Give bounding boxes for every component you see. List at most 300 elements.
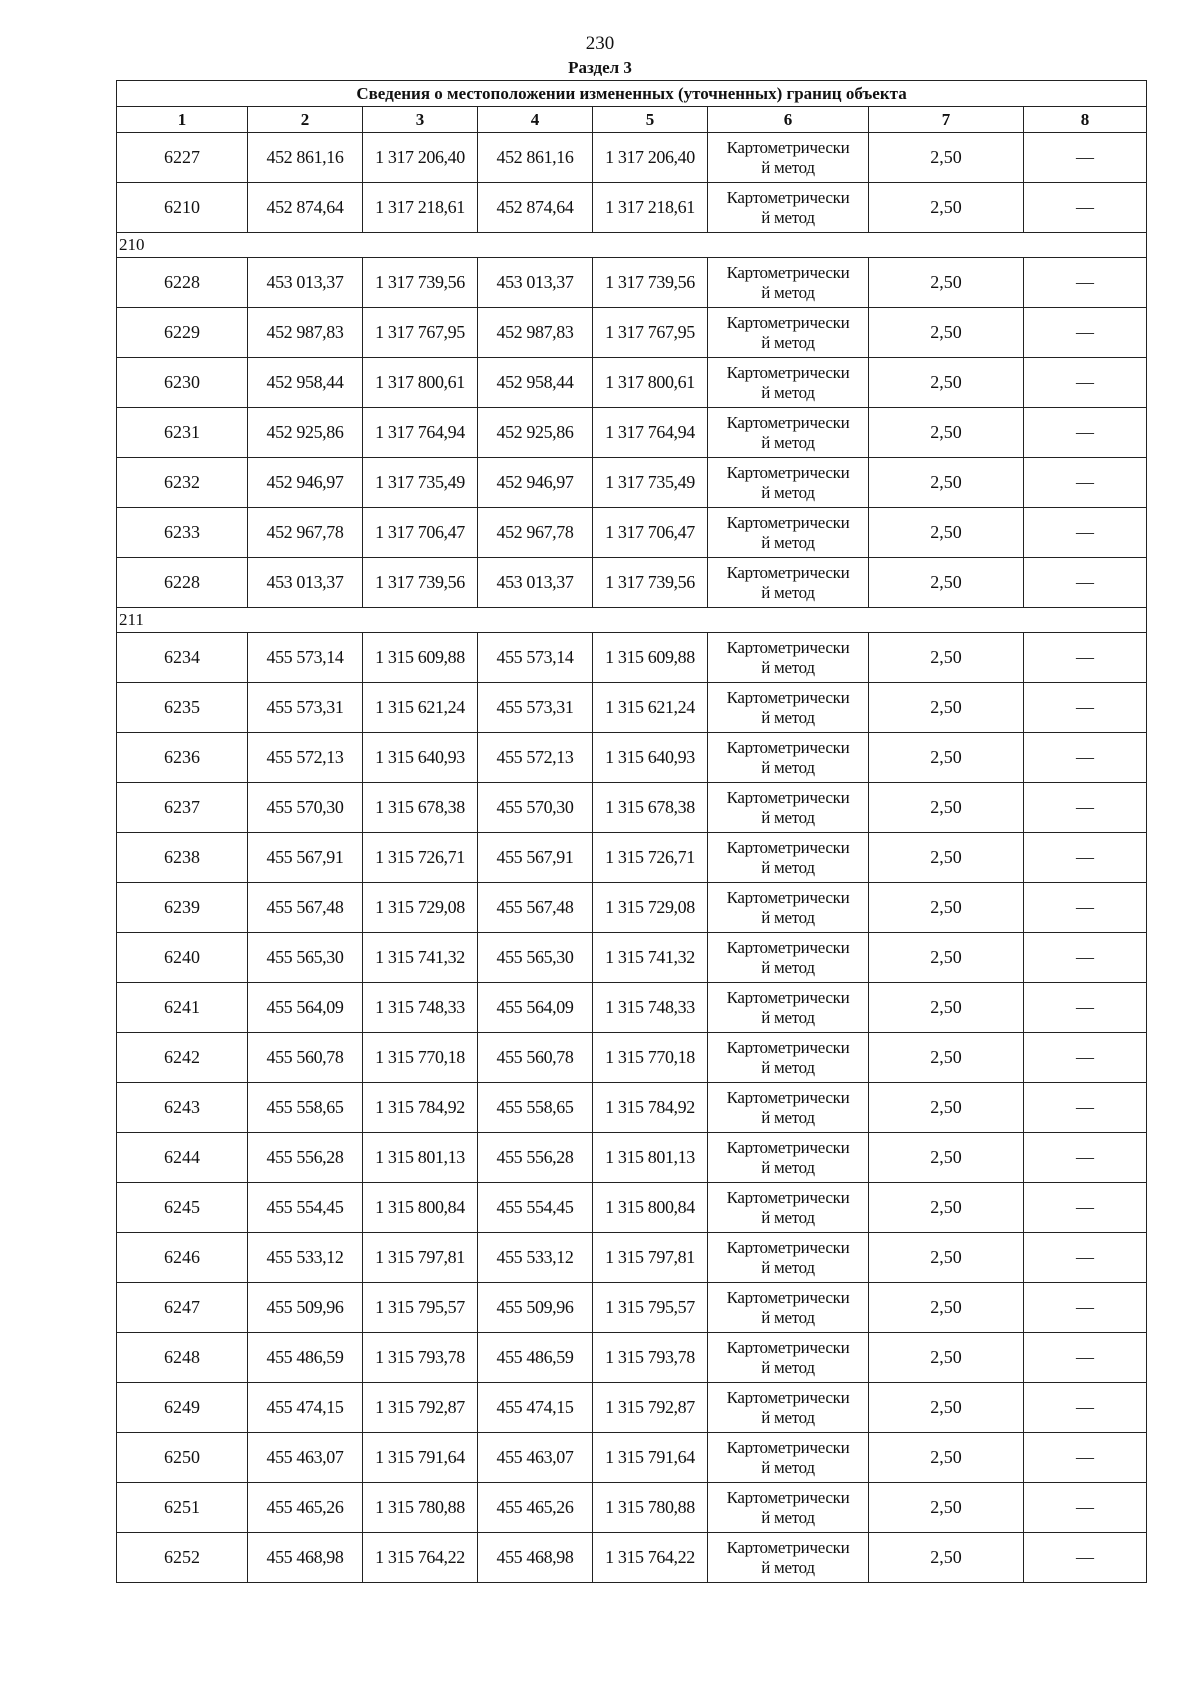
- description-cell: —: [1024, 933, 1147, 983]
- accuracy-cell: 2,50: [869, 1233, 1024, 1283]
- method-line-2: й метод: [761, 1457, 815, 1477]
- method-cell: [708, 1333, 869, 1383]
- x-existing-cell: 455 558,65: [248, 1083, 363, 1133]
- table-row: [117, 1433, 1147, 1483]
- y-new-cell: 1 317 767,95: [593, 308, 708, 358]
- method-line-1: Картометрически: [726, 1087, 850, 1107]
- accuracy-cell: 2,50: [869, 1533, 1024, 1583]
- x-new-cell: 455 558,65: [478, 1083, 593, 1133]
- method-line-2: й метод: [761, 1207, 815, 1227]
- table-body: [117, 133, 1147, 1583]
- point-number-cell: 6245: [117, 1183, 248, 1233]
- method-cell: [708, 258, 869, 308]
- y-new-cell: 1 315 801,13: [593, 1133, 708, 1183]
- y-new-cell: 1 317 739,56: [593, 558, 708, 608]
- x-existing-cell: 455 533,12: [248, 1233, 363, 1283]
- y-existing-cell: 1 317 800,61: [363, 358, 478, 408]
- method-line-1: Картометрически: [726, 987, 850, 1007]
- accuracy-cell: 2,50: [869, 408, 1024, 458]
- accuracy-cell: 2,50: [869, 1483, 1024, 1533]
- accuracy-cell: 2,50: [869, 783, 1024, 833]
- y-existing-cell: 1 317 206,40: [363, 133, 478, 183]
- description-cell: —: [1024, 508, 1147, 558]
- method-cell: [708, 1083, 869, 1133]
- method-line-2: й метод: [761, 807, 815, 827]
- x-existing-cell: 452 874,64: [248, 183, 363, 233]
- accuracy-cell: 2,50: [869, 258, 1024, 308]
- y-new-cell: 1 315 800,84: [593, 1183, 708, 1233]
- x-new-cell: 452 861,16: [478, 133, 593, 183]
- y-existing-cell: 1 317 764,94: [363, 408, 478, 458]
- method-line-2: й метод: [761, 707, 815, 727]
- method-line-1: Картометрически: [726, 1437, 850, 1457]
- method-line-2: й метод: [761, 1257, 815, 1277]
- column-number: 1: [117, 107, 248, 133]
- x-existing-cell: 455 565,30: [248, 933, 363, 983]
- accuracy-cell: 2,50: [869, 733, 1024, 783]
- method-line-2: й метод: [761, 532, 815, 552]
- method-line-1: Картометрически: [726, 1237, 850, 1257]
- table-row: [117, 683, 1147, 733]
- method-cell: [708, 308, 869, 358]
- y-new-cell: 1 315 609,88: [593, 633, 708, 683]
- method-line-1: Картометрически: [726, 1487, 850, 1507]
- y-new-cell: 1 315 621,24: [593, 683, 708, 733]
- group-label: 210: [117, 233, 1147, 258]
- x-existing-cell: 455 465,26: [248, 1483, 363, 1533]
- method-line-1: Картометрически: [726, 787, 850, 807]
- description-cell: —: [1024, 1283, 1147, 1333]
- method-line-1: Картометрически: [726, 1037, 850, 1057]
- method-line-2: й метод: [761, 1057, 815, 1077]
- table-row: [117, 883, 1147, 933]
- point-number-cell: 6248: [117, 1333, 248, 1383]
- y-new-cell: 1 315 780,88: [593, 1483, 708, 1533]
- description-cell: —: [1024, 1183, 1147, 1233]
- table-row: [117, 458, 1147, 508]
- method-line-1: Картометрически: [726, 887, 850, 907]
- point-number-cell: 6243: [117, 1083, 248, 1133]
- x-new-cell: 455 486,59: [478, 1333, 593, 1383]
- point-number-cell: 6233: [117, 508, 248, 558]
- y-new-cell: 1 315 729,08: [593, 883, 708, 933]
- method-line-1: Картометрически: [726, 562, 850, 582]
- y-new-cell: 1 317 735,49: [593, 458, 708, 508]
- description-cell: —: [1024, 1233, 1147, 1283]
- method-cell: [708, 133, 869, 183]
- method-line-2: й метод: [761, 1157, 815, 1177]
- accuracy-cell: 2,50: [869, 833, 1024, 883]
- method-line-2: й метод: [761, 757, 815, 777]
- point-number-cell: 6251: [117, 1483, 248, 1533]
- y-existing-cell: 1 317 767,95: [363, 308, 478, 358]
- x-existing-cell: 455 556,28: [248, 1133, 363, 1183]
- method-line-2: й метод: [761, 1007, 815, 1027]
- y-new-cell: 1 315 793,78: [593, 1333, 708, 1383]
- point-number-cell: 6246: [117, 1233, 248, 1283]
- method-line-2: й метод: [761, 332, 815, 352]
- x-existing-cell: 452 958,44: [248, 358, 363, 408]
- method-line-1: Картометрически: [726, 362, 850, 382]
- method-line-2: й метод: [761, 382, 815, 402]
- method-line-2: й метод: [761, 1357, 815, 1377]
- method-cell: [708, 933, 869, 983]
- x-new-cell: 455 560,78: [478, 1033, 593, 1083]
- method-cell: [708, 883, 869, 933]
- table-caption-row: [117, 81, 1147, 107]
- method-line-2: й метод: [761, 1557, 815, 1577]
- description-cell: —: [1024, 1133, 1147, 1183]
- y-existing-cell: 1 315 791,64: [363, 1433, 478, 1483]
- method-line-2: й метод: [761, 1407, 815, 1427]
- y-existing-cell: 1 315 770,18: [363, 1033, 478, 1083]
- point-number-cell: 6240: [117, 933, 248, 983]
- x-new-cell: 455 533,12: [478, 1233, 593, 1283]
- y-existing-cell: 1 317 218,61: [363, 183, 478, 233]
- table-row: [117, 1333, 1147, 1383]
- x-existing-cell: 452 987,83: [248, 308, 363, 358]
- y-existing-cell: 1 315 801,13: [363, 1133, 478, 1183]
- description-cell: —: [1024, 683, 1147, 733]
- method-line-1: Картометрически: [726, 462, 850, 482]
- method-cell: [708, 1033, 869, 1083]
- y-existing-cell: 1 315 793,78: [363, 1333, 478, 1383]
- point-number-cell: 6229: [117, 308, 248, 358]
- x-new-cell: 452 925,86: [478, 408, 593, 458]
- description-cell: —: [1024, 1533, 1147, 1583]
- y-existing-cell: 1 315 748,33: [363, 983, 478, 1033]
- x-existing-cell: 455 560,78: [248, 1033, 363, 1083]
- y-new-cell: 1 315 784,92: [593, 1083, 708, 1133]
- method-line-2: й метод: [761, 907, 815, 927]
- column-number: 2: [248, 107, 363, 133]
- description-cell: —: [1024, 558, 1147, 608]
- x-existing-cell: 452 925,86: [248, 408, 363, 458]
- x-existing-cell: 455 572,13: [248, 733, 363, 783]
- x-new-cell: 452 967,78: [478, 508, 593, 558]
- accuracy-cell: 2,50: [869, 1033, 1024, 1083]
- y-new-cell: 1 315 741,32: [593, 933, 708, 983]
- table-row: [117, 1283, 1147, 1333]
- group-label-row: [117, 233, 1147, 258]
- method-cell: [708, 1433, 869, 1483]
- point-number-cell: 6231: [117, 408, 248, 458]
- accuracy-cell: 2,50: [869, 358, 1024, 408]
- accuracy-cell: 2,50: [869, 1383, 1024, 1433]
- description-cell: —: [1024, 883, 1147, 933]
- y-new-cell: 1 317 764,94: [593, 408, 708, 458]
- accuracy-cell: 2,50: [869, 1183, 1024, 1233]
- method-line-1: Картометрически: [726, 1137, 850, 1157]
- table-row: [117, 308, 1147, 358]
- method-line-2: й метод: [761, 282, 815, 302]
- table-row: [117, 783, 1147, 833]
- y-existing-cell: 1 315 741,32: [363, 933, 478, 983]
- group-label: 211: [117, 608, 1147, 633]
- y-new-cell: 1 315 726,71: [593, 833, 708, 883]
- table-row: [117, 408, 1147, 458]
- method-line-1: Картометрически: [726, 1187, 850, 1207]
- x-existing-cell: 455 573,14: [248, 633, 363, 683]
- method-line-2: й метод: [761, 857, 815, 877]
- y-new-cell: 1 315 640,93: [593, 733, 708, 783]
- method-cell: [708, 1483, 869, 1533]
- description-cell: —: [1024, 1083, 1147, 1133]
- description-cell: —: [1024, 733, 1147, 783]
- coordinates-table: [116, 80, 1147, 1583]
- accuracy-cell: 2,50: [869, 1433, 1024, 1483]
- point-number-cell: 6232: [117, 458, 248, 508]
- method-cell: [708, 358, 869, 408]
- x-new-cell: 455 556,28: [478, 1133, 593, 1183]
- description-cell: —: [1024, 358, 1147, 408]
- method-line-1: Картометрически: [726, 937, 850, 957]
- method-cell: [708, 783, 869, 833]
- point-number-cell: 6239: [117, 883, 248, 933]
- table-row: [117, 1033, 1147, 1083]
- accuracy-cell: 2,50: [869, 458, 1024, 508]
- method-line-2: й метод: [761, 657, 815, 677]
- x-new-cell: 455 463,07: [478, 1433, 593, 1483]
- table-row: [117, 1183, 1147, 1233]
- table-row: [117, 933, 1147, 983]
- x-new-cell: 455 572,13: [478, 733, 593, 783]
- method-line-1: Картометрически: [726, 187, 850, 207]
- point-number-cell: 6244: [117, 1133, 248, 1183]
- accuracy-cell: 2,50: [869, 133, 1024, 183]
- y-existing-cell: 1 315 640,93: [363, 733, 478, 783]
- x-existing-cell: 455 474,15: [248, 1383, 363, 1433]
- y-existing-cell: 1 315 784,92: [363, 1083, 478, 1133]
- y-existing-cell: 1 317 739,56: [363, 558, 478, 608]
- accuracy-cell: 2,50: [869, 183, 1024, 233]
- method-cell: [708, 983, 869, 1033]
- method-cell: [708, 1133, 869, 1183]
- y-existing-cell: 1 317 706,47: [363, 508, 478, 558]
- y-new-cell: 1 315 797,81: [593, 1233, 708, 1283]
- y-new-cell: 1 317 206,40: [593, 133, 708, 183]
- table-row: [117, 1133, 1147, 1183]
- method-cell: [708, 1233, 869, 1283]
- x-new-cell: 455 474,15: [478, 1383, 593, 1433]
- y-new-cell: 1 317 218,61: [593, 183, 708, 233]
- description-cell: —: [1024, 983, 1147, 1033]
- accuracy-cell: 2,50: [869, 1133, 1024, 1183]
- column-number-row: [117, 107, 1147, 133]
- method-cell: [708, 1183, 869, 1233]
- method-line-1: Картометрически: [726, 837, 850, 857]
- method-line-1: Картометрически: [726, 1337, 850, 1357]
- table-row: [117, 1083, 1147, 1133]
- method-line-1: Картометрически: [726, 137, 850, 157]
- table-row: [117, 1233, 1147, 1283]
- method-cell: [708, 508, 869, 558]
- table-row: [117, 358, 1147, 408]
- y-existing-cell: 1 315 780,88: [363, 1483, 478, 1533]
- y-existing-cell: 1 315 729,08: [363, 883, 478, 933]
- accuracy-cell: 2,50: [869, 308, 1024, 358]
- method-cell: [708, 1533, 869, 1583]
- method-line-2: й метод: [761, 957, 815, 977]
- method-cell: [708, 1383, 869, 1433]
- y-new-cell: 1 315 764,22: [593, 1533, 708, 1583]
- y-existing-cell: 1 317 735,49: [363, 458, 478, 508]
- method-cell: [708, 633, 869, 683]
- x-existing-cell: 453 013,37: [248, 258, 363, 308]
- y-new-cell: 1 315 791,64: [593, 1433, 708, 1483]
- accuracy-cell: 2,50: [869, 508, 1024, 558]
- table-row: [117, 1383, 1147, 1433]
- point-number-cell: 6250: [117, 1433, 248, 1483]
- method-line-1: Картометрически: [726, 737, 850, 757]
- description-cell: —: [1024, 183, 1147, 233]
- method-line-2: й метод: [761, 207, 815, 227]
- point-number-cell: 6241: [117, 983, 248, 1033]
- x-new-cell: 455 509,96: [478, 1283, 593, 1333]
- x-existing-cell: 455 509,96: [248, 1283, 363, 1333]
- x-new-cell: 455 564,09: [478, 983, 593, 1033]
- x-existing-cell: 455 486,59: [248, 1333, 363, 1383]
- x-existing-cell: 455 463,07: [248, 1433, 363, 1483]
- point-number-cell: 6210: [117, 183, 248, 233]
- method-cell: [708, 558, 869, 608]
- method-cell: [708, 1283, 869, 1333]
- y-new-cell: 1 315 795,57: [593, 1283, 708, 1333]
- table-caption: Сведения о местоположении измененных (уточненных) границ объекта: [117, 81, 1147, 107]
- table-row: [117, 1483, 1147, 1533]
- description-cell: —: [1024, 458, 1147, 508]
- x-existing-cell: 452 861,16: [248, 133, 363, 183]
- description-cell: —: [1024, 783, 1147, 833]
- method-line-2: й метод: [761, 1507, 815, 1527]
- column-number: 3: [363, 107, 478, 133]
- table-row: [117, 258, 1147, 308]
- point-number-cell: 6249: [117, 1383, 248, 1433]
- method-line-1: Картометрически: [726, 412, 850, 432]
- method-line-1: Картометрически: [726, 312, 850, 332]
- x-new-cell: 455 570,30: [478, 783, 593, 833]
- method-line-2: й метод: [761, 582, 815, 602]
- column-number: 4: [478, 107, 593, 133]
- table-row: [117, 183, 1147, 233]
- x-existing-cell: 453 013,37: [248, 558, 363, 608]
- point-number-cell: 6242: [117, 1033, 248, 1083]
- accuracy-cell: 2,50: [869, 1083, 1024, 1133]
- x-new-cell: 453 013,37: [478, 258, 593, 308]
- y-existing-cell: 1 315 764,22: [363, 1533, 478, 1583]
- point-number-cell: 6235: [117, 683, 248, 733]
- x-existing-cell: 455 573,31: [248, 683, 363, 733]
- accuracy-cell: 2,50: [869, 933, 1024, 983]
- table-row: [117, 1533, 1147, 1583]
- column-number: 5: [593, 107, 708, 133]
- method-line-1: Картометрически: [726, 262, 850, 282]
- method-line-2: й метод: [761, 1307, 815, 1327]
- table-row: [117, 833, 1147, 883]
- table-row: [117, 633, 1147, 683]
- point-number-cell: 6228: [117, 558, 248, 608]
- point-number-cell: 6238: [117, 833, 248, 883]
- x-new-cell: 455 565,30: [478, 933, 593, 983]
- column-number: 7: [869, 107, 1024, 133]
- method-line-1: Картометрически: [726, 1387, 850, 1407]
- description-cell: —: [1024, 1033, 1147, 1083]
- point-number-cell: 6247: [117, 1283, 248, 1333]
- description-cell: —: [1024, 1333, 1147, 1383]
- method-line-1: Картометрически: [726, 687, 850, 707]
- point-number-cell: 6227: [117, 133, 248, 183]
- accuracy-cell: 2,50: [869, 883, 1024, 933]
- x-existing-cell: 455 564,09: [248, 983, 363, 1033]
- accuracy-cell: 2,50: [869, 633, 1024, 683]
- y-new-cell: 1 315 748,33: [593, 983, 708, 1033]
- x-existing-cell: 452 967,78: [248, 508, 363, 558]
- method-line-2: й метод: [761, 432, 815, 452]
- y-existing-cell: 1 315 797,81: [363, 1233, 478, 1283]
- description-cell: —: [1024, 133, 1147, 183]
- method-cell: [708, 183, 869, 233]
- y-new-cell: 1 315 792,87: [593, 1383, 708, 1433]
- y-existing-cell: 1 315 795,57: [363, 1283, 478, 1333]
- table-row: [117, 508, 1147, 558]
- column-number: 8: [1024, 107, 1147, 133]
- y-existing-cell: 1 315 726,71: [363, 833, 478, 883]
- x-existing-cell: 455 567,48: [248, 883, 363, 933]
- x-new-cell: 452 958,44: [478, 358, 593, 408]
- x-new-cell: 453 013,37: [478, 558, 593, 608]
- description-cell: —: [1024, 633, 1147, 683]
- x-new-cell: 455 573,31: [478, 683, 593, 733]
- y-new-cell: 1 317 739,56: [593, 258, 708, 308]
- method-line-1: Картометрически: [726, 512, 850, 532]
- method-line-2: й метод: [761, 1107, 815, 1127]
- accuracy-cell: 2,50: [869, 1333, 1024, 1383]
- method-line-1: Картометрически: [726, 1287, 850, 1307]
- y-existing-cell: 1 317 739,56: [363, 258, 478, 308]
- method-cell: [708, 733, 869, 783]
- table-row: [117, 558, 1147, 608]
- x-new-cell: 455 567,48: [478, 883, 593, 933]
- x-new-cell: 452 946,97: [478, 458, 593, 508]
- method-line-2: й метод: [761, 157, 815, 177]
- y-existing-cell: 1 315 678,38: [363, 783, 478, 833]
- description-cell: —: [1024, 408, 1147, 458]
- column-number: 6: [708, 107, 869, 133]
- table-row: [117, 983, 1147, 1033]
- point-number-cell: 6230: [117, 358, 248, 408]
- description-cell: —: [1024, 258, 1147, 308]
- method-line-2: й метод: [761, 482, 815, 502]
- y-existing-cell: 1 315 621,24: [363, 683, 478, 733]
- accuracy-cell: 2,50: [869, 558, 1024, 608]
- point-number-cell: 6236: [117, 733, 248, 783]
- description-cell: —: [1024, 1483, 1147, 1533]
- x-new-cell: 455 468,98: [478, 1533, 593, 1583]
- group-label-row: [117, 608, 1147, 633]
- page-number: 230: [585, 33, 615, 54]
- x-new-cell: 455 567,91: [478, 833, 593, 883]
- x-new-cell: 455 465,26: [478, 1483, 593, 1533]
- description-cell: —: [1024, 833, 1147, 883]
- description-cell: —: [1024, 1383, 1147, 1433]
- point-number-cell: 6228: [117, 258, 248, 308]
- accuracy-cell: 2,50: [869, 1283, 1024, 1333]
- accuracy-cell: 2,50: [869, 683, 1024, 733]
- method-cell: [708, 683, 869, 733]
- section-title: Раздел 3: [568, 58, 632, 77]
- y-existing-cell: 1 315 800,84: [363, 1183, 478, 1233]
- table-row: [117, 733, 1147, 783]
